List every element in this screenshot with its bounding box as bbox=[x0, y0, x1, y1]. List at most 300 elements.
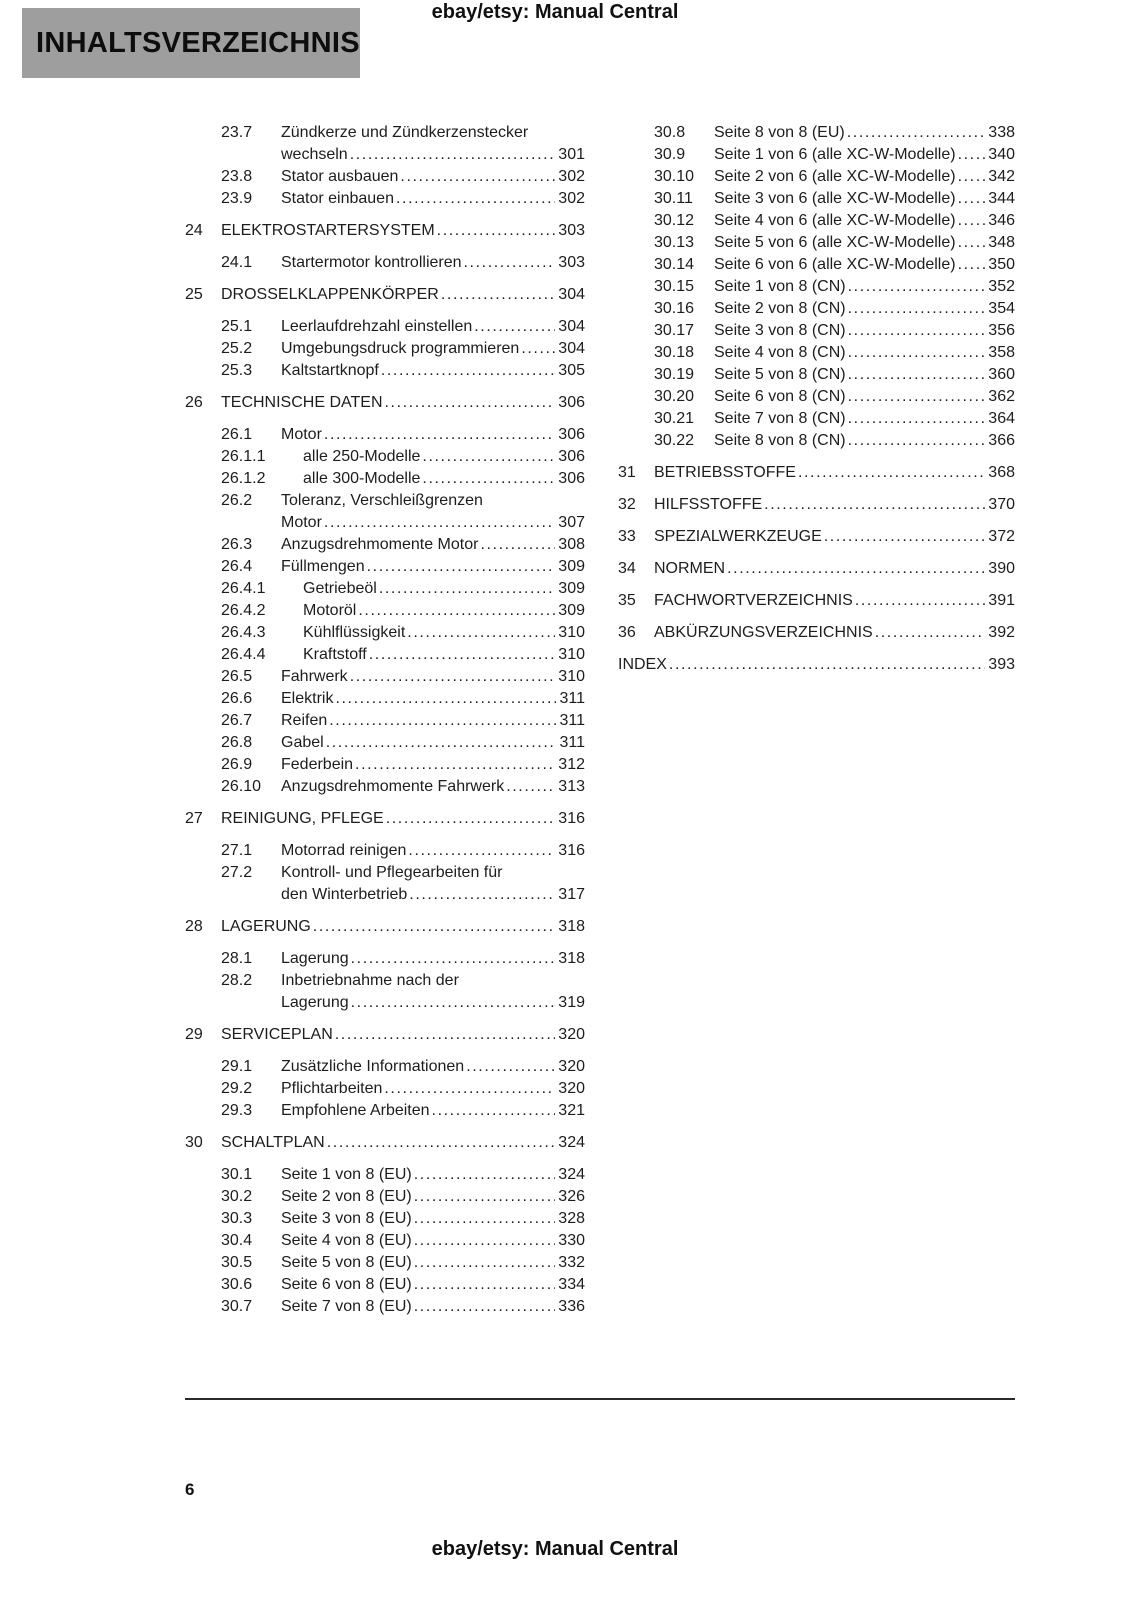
toc-entry bbox=[185, 188, 585, 210]
toc-entry-page: 319 bbox=[558, 994, 585, 1011]
toc-entry-lastline bbox=[714, 232, 1015, 254]
dot-leader bbox=[848, 276, 986, 298]
toc-entry-lastline bbox=[281, 424, 585, 446]
toc-entry-body bbox=[281, 688, 585, 710]
toc-entry-page: 301 bbox=[558, 146, 585, 163]
dot-leader bbox=[958, 166, 986, 188]
dot-leader bbox=[313, 916, 556, 938]
toc-entry-page: 324 bbox=[558, 1134, 585, 1151]
toc-entry-number: 26.4.2 bbox=[221, 602, 266, 619]
toc-entry-title-line: Zündkerze und Zündkerzenstecker bbox=[281, 124, 529, 141]
toc-entry bbox=[618, 144, 1015, 166]
toc-entry bbox=[618, 166, 1015, 188]
toc-entry-number: 30.7 bbox=[221, 1298, 253, 1315]
dot-leader bbox=[848, 408, 986, 430]
toc-entry-body bbox=[303, 578, 585, 600]
toc-entry-lastline bbox=[221, 808, 585, 830]
toc-entry bbox=[185, 534, 585, 556]
dot-leader bbox=[727, 558, 985, 580]
toc-entry-page: 304 bbox=[558, 286, 585, 303]
toc-entry bbox=[185, 688, 585, 710]
toc-chapter-entry bbox=[618, 462, 1015, 484]
toc-entry-page: 302 bbox=[558, 190, 585, 207]
toc-entry-page: 312 bbox=[558, 756, 585, 773]
toc-entry-body bbox=[281, 424, 585, 446]
toc-entry-lastline bbox=[221, 284, 585, 306]
toc-entry-lastline bbox=[281, 666, 585, 688]
toc-entry-title: Motoröl bbox=[303, 602, 357, 619]
toc-entry-title-line: Kontroll- und Pflegearbeiten für bbox=[281, 864, 503, 881]
toc-entry-title: Seite 1 von 6 (alle XC-W-Modelle) bbox=[714, 146, 956, 163]
dot-leader bbox=[958, 254, 986, 276]
toc-entry-page: 334 bbox=[558, 1276, 585, 1293]
toc-entry-title: Anzugsdrehmomente Fahrwerk bbox=[281, 778, 505, 795]
toc-entry-title: Seite 3 von 8 (CN) bbox=[714, 322, 846, 339]
toc-entry-lastline bbox=[281, 1208, 585, 1230]
dot-leader bbox=[351, 992, 556, 1014]
toc-entry-lastline bbox=[714, 320, 1015, 342]
toc-entry-title: Pflichtarbeiten bbox=[281, 1080, 383, 1097]
dot-leader bbox=[414, 1296, 556, 1318]
toc-entry-number: 26.1.1 bbox=[221, 448, 266, 465]
dot-leader bbox=[358, 600, 555, 622]
toc-entry-lastline bbox=[281, 1296, 585, 1318]
toc-entry-title: NORMEN bbox=[654, 560, 726, 577]
toc-entry-body bbox=[303, 644, 585, 666]
dot-leader bbox=[379, 578, 555, 600]
toc-entry-page: 303 bbox=[558, 222, 585, 239]
toc-entry-page: 304 bbox=[558, 340, 585, 357]
dot-leader bbox=[327, 1132, 556, 1154]
dot-leader bbox=[329, 710, 556, 732]
toc-entry-lastline bbox=[281, 884, 585, 906]
toc-entry-title: Empfohlene Arbeiten bbox=[281, 1102, 430, 1119]
toc-entry-lastline bbox=[281, 992, 585, 1014]
toc-entry-body bbox=[281, 338, 585, 360]
toc-entry-lastline bbox=[281, 512, 585, 534]
toc-entry-number: 30.11 bbox=[654, 190, 693, 207]
dot-leader bbox=[958, 188, 986, 210]
toc-entry-title: Kaltstartknopf bbox=[281, 362, 379, 379]
toc-entry bbox=[185, 1252, 585, 1274]
toc-entry-number: 30.4 bbox=[221, 1232, 253, 1249]
toc-entry-number: 30.22 bbox=[654, 432, 695, 449]
toc-entry-number: 30.18 bbox=[654, 344, 695, 361]
dot-leader bbox=[848, 342, 986, 364]
toc-entry bbox=[185, 600, 585, 622]
dot-leader bbox=[414, 1186, 556, 1208]
toc-entry bbox=[185, 166, 585, 188]
toc-entry-body bbox=[221, 916, 585, 938]
toc-entry-body bbox=[281, 556, 585, 578]
toc-entry-number: 28.1 bbox=[221, 950, 253, 967]
toc-entry-body bbox=[714, 298, 1015, 320]
toc-entry-title: Seite 4 von 6 (alle XC-W-Modelle) bbox=[714, 212, 956, 229]
toc-entry-body bbox=[281, 166, 585, 188]
toc-entry-lastline bbox=[281, 754, 585, 776]
toc-entry-lastline bbox=[281, 1186, 585, 1208]
toc-entry-lastline bbox=[281, 732, 585, 754]
toc-entry-lastline bbox=[221, 1024, 585, 1046]
dot-leader bbox=[441, 284, 555, 306]
toc-entry-number: 26.1 bbox=[221, 426, 253, 443]
toc-entry-page: 362 bbox=[988, 388, 1015, 405]
toc-entry-lastline bbox=[303, 468, 585, 490]
toc-entry-page: 311 bbox=[559, 712, 585, 729]
toc-entry-lastline bbox=[654, 622, 1015, 644]
toc-entry-page: 320 bbox=[558, 1058, 585, 1075]
toc-entry-lastline bbox=[281, 776, 585, 798]
toc-entry-body bbox=[221, 1132, 585, 1154]
toc-entry-page: 360 bbox=[988, 366, 1015, 383]
toc-entry-number: 26.1.2 bbox=[221, 470, 266, 487]
toc-entry bbox=[185, 1230, 585, 1252]
toc-entry-title: SERVICEPLAN bbox=[221, 1026, 333, 1043]
toc-entry-page: 372 bbox=[988, 528, 1015, 545]
toc-entry-body bbox=[281, 1274, 585, 1296]
toc-entry-number: 30.2 bbox=[221, 1188, 253, 1205]
toc-entry-title: alle 300-Modelle bbox=[303, 470, 421, 487]
toc-entry bbox=[185, 338, 585, 360]
toc-column-right bbox=[618, 122, 1015, 1318]
toc-entry-body bbox=[281, 970, 585, 1014]
toc-entry bbox=[185, 316, 585, 338]
toc-entry-body bbox=[714, 320, 1015, 342]
toc-entry-title: FACHWORTVERZEICHNIS bbox=[654, 592, 853, 609]
dot-leader bbox=[326, 732, 557, 754]
toc-entry-page: 306 bbox=[558, 448, 585, 465]
toc-entry-page: 318 bbox=[558, 918, 585, 935]
toc-entry-body bbox=[714, 232, 1015, 254]
toc-entry bbox=[185, 776, 585, 798]
toc-entry-number: 33 bbox=[618, 528, 636, 545]
toc-column-left bbox=[185, 122, 585, 1318]
toc-entry-body bbox=[221, 808, 585, 830]
toc-entry-page: 303 bbox=[558, 254, 585, 271]
toc-entry-page: 311 bbox=[559, 734, 585, 751]
toc-entry bbox=[185, 490, 585, 534]
toc-entry-number: 30.1 bbox=[221, 1166, 253, 1183]
dot-leader bbox=[506, 776, 555, 798]
toc-entry bbox=[185, 710, 585, 732]
toc-entry bbox=[185, 424, 585, 446]
toc-entry-title: Seite 4 von 8 (EU) bbox=[281, 1232, 412, 1249]
toc-entry-body bbox=[714, 144, 1015, 166]
toc-entry-title: Seite 2 von 8 (EU) bbox=[281, 1188, 412, 1205]
toc-entry-title: Lagerung bbox=[281, 994, 349, 1011]
toc-entry bbox=[618, 408, 1015, 430]
toc-entry-lastline bbox=[714, 210, 1015, 232]
toc-entry bbox=[185, 578, 585, 600]
toc-entry-number: 27.2 bbox=[221, 864, 253, 881]
toc-entry-title: Kraftstoff bbox=[303, 646, 367, 663]
toc-entry-title: Motor bbox=[281, 426, 322, 443]
toc-entry-number: 26.4.4 bbox=[221, 646, 266, 663]
dot-leader bbox=[408, 840, 555, 862]
toc-entry-body bbox=[714, 342, 1015, 364]
toc-entry-body bbox=[221, 1024, 585, 1046]
toc-entry-body bbox=[303, 468, 585, 490]
toc-entry-title: HILFSSTOFFE bbox=[654, 496, 763, 513]
toc-entry-number: 26.3 bbox=[221, 536, 253, 553]
toc-entry-lastline bbox=[714, 342, 1015, 364]
toc-entry-page: 310 bbox=[558, 646, 585, 663]
toc-entry-lastline bbox=[714, 188, 1015, 210]
toc-entry-number: 26.4 bbox=[221, 558, 253, 575]
toc-entry-body bbox=[714, 386, 1015, 408]
toc-entry-lastline bbox=[303, 446, 585, 468]
toc-entry-page: 338 bbox=[988, 124, 1015, 141]
page-title-box bbox=[22, 8, 360, 78]
dot-leader bbox=[414, 1230, 556, 1252]
toc-entry-lastline bbox=[714, 122, 1015, 144]
toc-entry-page: 390 bbox=[988, 560, 1015, 577]
toc-chapter-entry bbox=[185, 392, 585, 414]
toc-entry bbox=[185, 1100, 585, 1122]
toc-entry-lastline bbox=[303, 578, 585, 600]
toc-entry-title: Startermotor kontrollieren bbox=[281, 254, 462, 271]
toc-entry-number: 27.1 bbox=[221, 842, 253, 859]
toc-entry-number: 30.3 bbox=[221, 1210, 253, 1227]
toc-entry-page: 302 bbox=[558, 168, 585, 185]
toc-entry-title: Federbein bbox=[281, 756, 354, 773]
toc-entry-number: 25 bbox=[185, 286, 203, 303]
toc-entry-lastline bbox=[221, 220, 585, 242]
toc-entry-body bbox=[281, 1230, 585, 1252]
toc-entry-title: Elektrik bbox=[281, 690, 334, 707]
toc-entry-page: 316 bbox=[558, 842, 585, 859]
dot-leader bbox=[848, 320, 986, 342]
toc-entry-title: Reifen bbox=[281, 712, 328, 729]
toc-entry-lastline bbox=[281, 144, 585, 166]
toc-entry-number: 36 bbox=[618, 624, 636, 641]
toc-entry bbox=[185, 1208, 585, 1230]
toc-entry-lastline bbox=[618, 654, 1015, 676]
bottom-banner-text: ebay/etsy: Manual Central bbox=[431, 1538, 679, 1560]
dot-leader bbox=[855, 590, 985, 612]
toc-entry-body bbox=[281, 862, 585, 906]
dot-leader bbox=[669, 654, 985, 676]
toc-entry-lastline bbox=[654, 526, 1015, 548]
toc-entry-body bbox=[281, 840, 585, 862]
toc-entry-body bbox=[281, 1208, 585, 1230]
toc-entry bbox=[618, 122, 1015, 144]
toc-entry-number: 30.5 bbox=[221, 1254, 253, 1271]
toc-entry-lastline bbox=[303, 644, 585, 666]
toc-entry-title-line: Inbetriebnahme nach der bbox=[281, 972, 459, 989]
toc-entry-body bbox=[654, 590, 1015, 612]
dot-leader bbox=[324, 424, 555, 446]
toc-entry-lastline bbox=[221, 916, 585, 938]
toc-entry bbox=[185, 446, 585, 468]
toc-entry-page: 358 bbox=[988, 344, 1015, 361]
toc-entry-title: SCHALTPLAN bbox=[221, 1134, 325, 1151]
toc-entry-body bbox=[654, 526, 1015, 548]
toc-entry-body bbox=[281, 252, 585, 274]
toc-entry bbox=[185, 360, 585, 382]
toc-entry-title: TECHNISCHE DATEN bbox=[221, 394, 383, 411]
toc-entry-number: 30.16 bbox=[654, 300, 695, 317]
toc-entry-title: Stator ausbauen bbox=[281, 168, 399, 185]
toc-chapter-entry bbox=[185, 808, 585, 830]
toc-entry-lastline bbox=[714, 408, 1015, 430]
toc-entry bbox=[185, 644, 585, 666]
toc-entry-title: Gabel bbox=[281, 734, 324, 751]
dot-leader bbox=[396, 188, 555, 210]
toc-entry-title: Motor bbox=[281, 514, 322, 531]
toc-entry-title: Füllmengen bbox=[281, 558, 365, 575]
toc-entry bbox=[185, 666, 585, 688]
toc-entry-lastline bbox=[281, 948, 585, 970]
dot-leader bbox=[409, 884, 555, 906]
dot-leader bbox=[324, 512, 555, 534]
toc-entry-number: 29.3 bbox=[221, 1102, 253, 1119]
toc-chapter-entry bbox=[618, 526, 1015, 548]
toc-entry-lastline bbox=[281, 1100, 585, 1122]
toc-entry-lastline bbox=[303, 622, 585, 644]
toc-entry-title: REINIGUNG, PFLEGE bbox=[221, 810, 384, 827]
toc-entry-number: 26.10 bbox=[221, 778, 262, 795]
toc-entry-lastline bbox=[654, 558, 1015, 580]
toc-entry-number: 30.19 bbox=[654, 366, 695, 383]
toc-entry-page: 311 bbox=[559, 690, 585, 707]
toc-entry bbox=[185, 1056, 585, 1078]
toc-entry-body bbox=[221, 392, 585, 414]
toc-chapter-entry bbox=[185, 1132, 585, 1154]
toc-entry-body bbox=[714, 254, 1015, 276]
toc-entry-title: Seite 7 von 8 (EU) bbox=[281, 1298, 412, 1315]
toc-entry-title-line: Toleranz, Verschleißgrenzen bbox=[281, 492, 483, 509]
toc-entry-body bbox=[303, 622, 585, 644]
toc-entry-lastline bbox=[303, 600, 585, 622]
toc-entry-title: Zusätzliche Informationen bbox=[281, 1058, 465, 1075]
toc-entry-body bbox=[714, 188, 1015, 210]
toc-entry-body bbox=[714, 364, 1015, 386]
toc-chapter-entry bbox=[185, 220, 585, 242]
toc-entry bbox=[618, 364, 1015, 386]
toc-entry-title: Umgebungsdruck programmieren bbox=[281, 340, 520, 357]
toc-entry-page: 316 bbox=[558, 810, 585, 827]
toc-entry-body bbox=[281, 948, 585, 970]
toc-entry-number: 26.7 bbox=[221, 712, 253, 729]
toc-entry-title: Lagerung bbox=[281, 950, 349, 967]
toc-entry-page: 320 bbox=[558, 1026, 585, 1043]
toc-entry-lastline bbox=[281, 166, 585, 188]
toc-chapter-entry bbox=[185, 284, 585, 306]
dot-leader bbox=[355, 754, 555, 776]
toc-entry-lastline bbox=[221, 1132, 585, 1154]
toc-entry-lastline bbox=[221, 392, 585, 414]
toc-entry-title: DROSSELKLAPPENKÖRPER bbox=[221, 286, 439, 303]
toc-entry-number: 35 bbox=[618, 592, 636, 609]
toc-chapter-entry bbox=[618, 494, 1015, 516]
toc-entry-lastline bbox=[654, 494, 1015, 516]
dot-leader bbox=[848, 386, 986, 408]
dot-leader bbox=[422, 468, 555, 490]
toc-entry-title: Seite 7 von 8 (CN) bbox=[714, 410, 846, 427]
toc-entry-number: 30.9 bbox=[654, 146, 686, 163]
toc-entry-body bbox=[714, 166, 1015, 188]
toc-chapter-entry bbox=[185, 1024, 585, 1046]
toc-entry-number: 25.1 bbox=[221, 318, 253, 335]
toc-entry-title: Seite 2 von 8 (CN) bbox=[714, 300, 846, 317]
page-title: INHALTSVERZEICHNIS bbox=[36, 26, 360, 59]
top-banner-text: ebay/etsy: Manual Central bbox=[431, 1, 679, 23]
toc-entry-number: 24.1 bbox=[221, 254, 253, 271]
toc-entry-lastline bbox=[281, 1274, 585, 1296]
toc-entry-page: 305 bbox=[558, 362, 585, 379]
toc-entry bbox=[618, 210, 1015, 232]
toc-entry-title: Seite 6 von 6 (alle XC-W-Modelle) bbox=[714, 256, 956, 273]
dot-leader bbox=[875, 622, 986, 644]
toc-entry-title: Seite 1 von 8 (CN) bbox=[714, 278, 846, 295]
dot-leader bbox=[350, 144, 556, 166]
dot-leader bbox=[335, 688, 556, 710]
toc-entry-page: 307 bbox=[558, 514, 585, 531]
toc-chapter-entry bbox=[618, 622, 1015, 644]
toc-entry-title: Anzugsdrehmomente Motor bbox=[281, 536, 479, 553]
toc-entry-title: Seite 8 von 8 (CN) bbox=[714, 432, 846, 449]
toc-entry-body bbox=[654, 494, 1015, 516]
toc-entry bbox=[185, 754, 585, 776]
toc-entry-body bbox=[221, 284, 585, 306]
toc-entry-title: Seite 3 von 8 (EU) bbox=[281, 1210, 412, 1227]
toc-chapter-entry bbox=[618, 558, 1015, 580]
toc-entry-lastline bbox=[714, 430, 1015, 452]
dot-leader bbox=[414, 1164, 556, 1186]
dot-leader bbox=[521, 338, 555, 360]
toc-entry-page: 391 bbox=[988, 592, 1015, 609]
toc-entry-body bbox=[714, 276, 1015, 298]
toc-entry-body bbox=[281, 490, 585, 534]
dot-leader bbox=[432, 1100, 556, 1122]
toc-entry-body bbox=[281, 1056, 585, 1078]
dot-leader bbox=[798, 462, 985, 484]
toc-entry-number: 26.8 bbox=[221, 734, 253, 751]
toc-entry-number: 31 bbox=[618, 464, 636, 481]
toc-entry bbox=[185, 948, 585, 970]
toc-entry-body bbox=[303, 446, 585, 468]
toc-entry bbox=[618, 320, 1015, 342]
dot-leader bbox=[335, 1024, 556, 1046]
toc-entry-lastline bbox=[714, 386, 1015, 408]
toc-entry-lastline bbox=[281, 338, 585, 360]
toc-entry-lastline bbox=[714, 254, 1015, 276]
dot-leader bbox=[480, 534, 555, 556]
toc-entry-lastline bbox=[281, 1056, 585, 1078]
toc-entry bbox=[185, 468, 585, 490]
toc-entry-lastline bbox=[281, 1078, 585, 1100]
toc-entry bbox=[185, 840, 585, 862]
toc-entry bbox=[618, 430, 1015, 452]
toc-entry-number: 30.12 bbox=[654, 212, 695, 229]
toc-entry-number: 30.17 bbox=[654, 322, 695, 339]
toc-entry-page: 368 bbox=[988, 464, 1015, 481]
toc-entry-number: 30.20 bbox=[654, 388, 695, 405]
toc-entry-page: 392 bbox=[988, 624, 1015, 641]
toc-entry bbox=[185, 1274, 585, 1296]
toc-entry-title: Kühlflüssigkeit bbox=[303, 624, 406, 641]
toc-entry-number: 29.1 bbox=[221, 1058, 253, 1075]
toc-entry-number: 30.21 bbox=[654, 410, 695, 427]
toc-entry-title: Seite 5 von 8 (CN) bbox=[714, 366, 846, 383]
dot-leader bbox=[764, 494, 985, 516]
dot-leader bbox=[464, 252, 556, 274]
toc-entry-title: Seite 3 von 6 (alle XC-W-Modelle) bbox=[714, 190, 956, 207]
toc-entry-number: 23.7 bbox=[221, 124, 253, 141]
toc-entry-number: 30.6 bbox=[221, 1276, 253, 1293]
toc-entry-page: 344 bbox=[988, 190, 1015, 207]
